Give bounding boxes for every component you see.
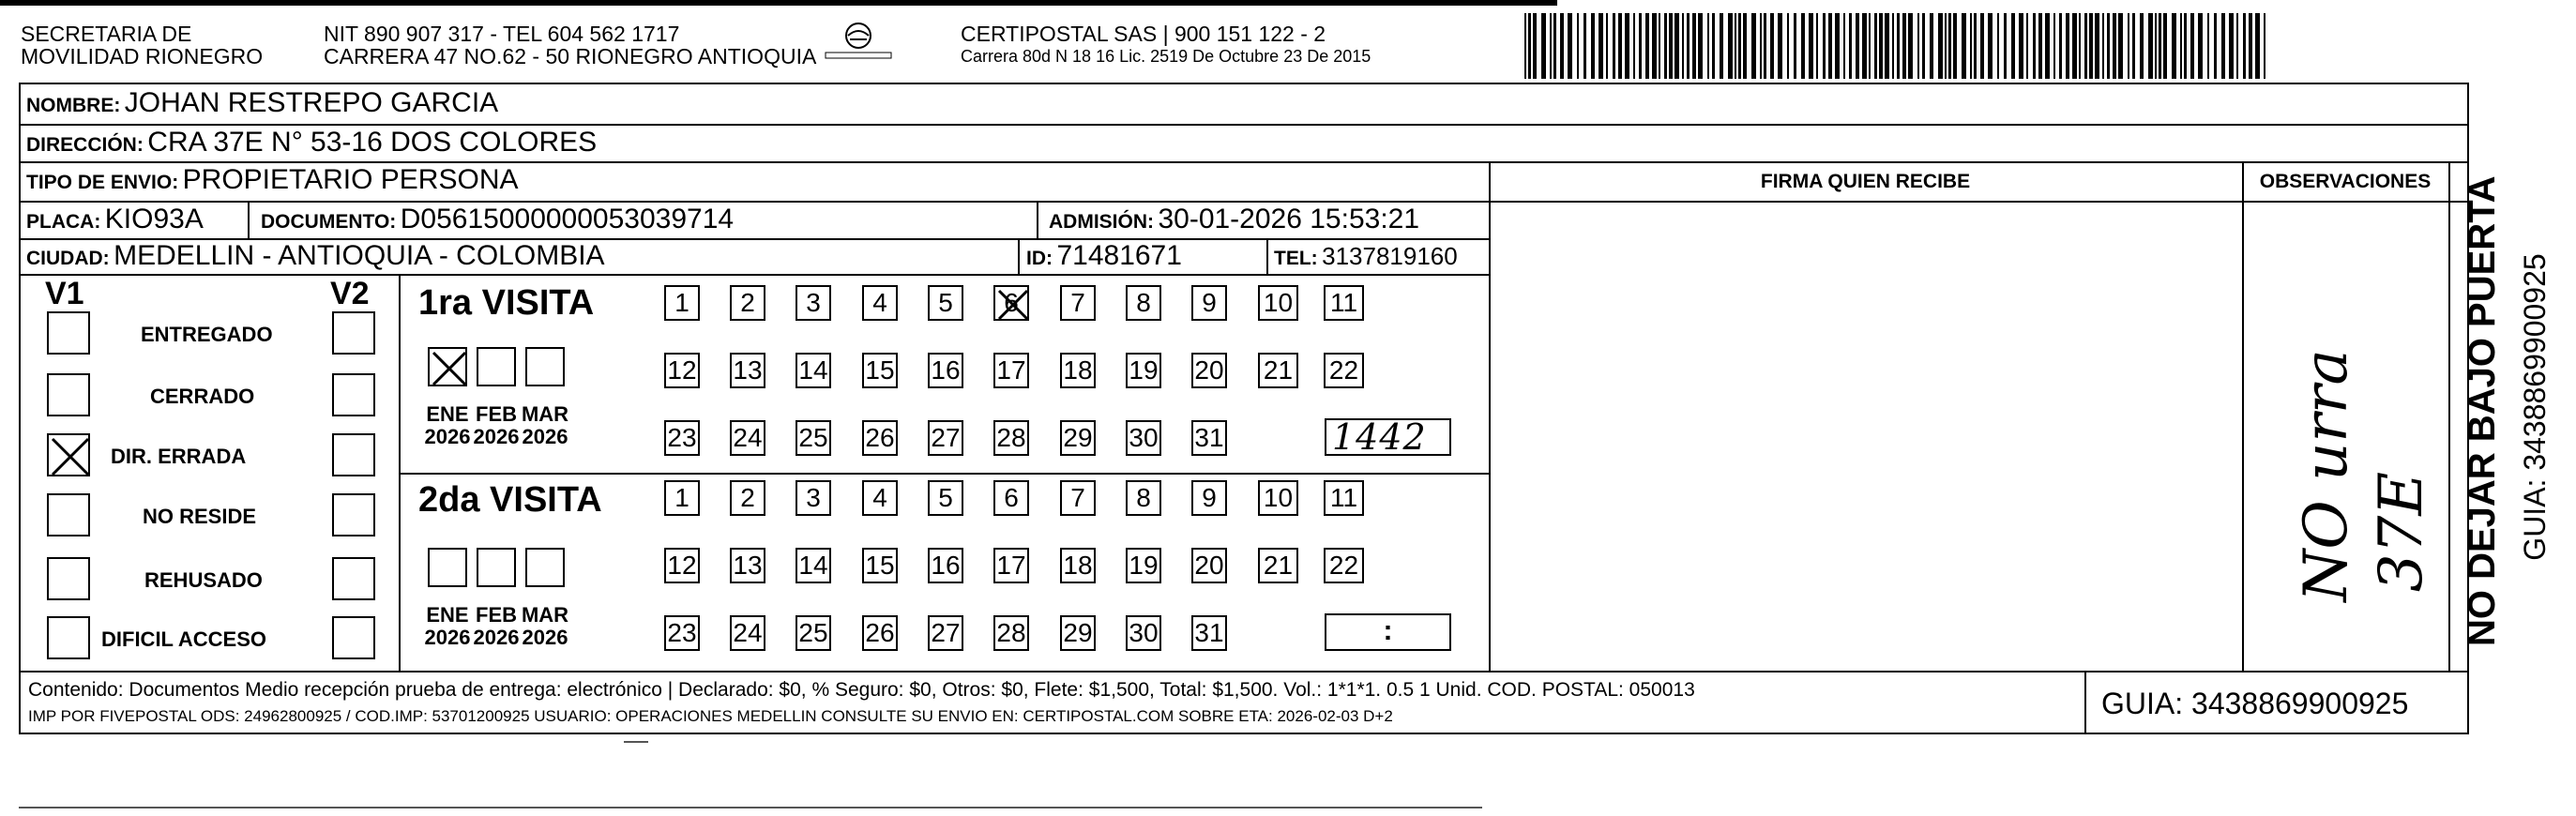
v2-checkbox[interactable] xyxy=(332,433,375,476)
month-checkbox[interactable] xyxy=(525,548,565,587)
barcode-bar xyxy=(1930,13,1933,79)
first-visit-day[interactable]: 16 xyxy=(928,353,963,388)
footer-line-2: IMP POR FIVEPOSTAL ODS: 24962800925 / COD.IMP: 53701200925 USUARIO: OPERACIONES MEDELLIN CONSULTE SU ENVIO EN: CERTIPOSTAL.COM SOBRE ETA: 2026-02-03 D+2 xyxy=(28,707,1393,725)
first-visit-day[interactable]: 7 xyxy=(1060,285,1096,321)
ciudad-label: CIUDAD: xyxy=(26,248,110,269)
barcode-bar xyxy=(2221,13,2225,79)
first-visit-day[interactable] xyxy=(993,285,1029,321)
barcode-bar xyxy=(1698,13,1703,79)
barcode-bar xyxy=(2264,13,2265,79)
placa-cell xyxy=(26,205,204,234)
barcode-bar xyxy=(2004,13,2007,79)
documento-cell xyxy=(261,205,734,234)
barcode-bar xyxy=(2159,13,2161,79)
barcode-bar xyxy=(1917,13,1919,79)
barcode-bar xyxy=(1874,13,1877,79)
month-checkbox[interactable] xyxy=(477,347,516,386)
barcode-bar xyxy=(1962,13,1966,79)
v1-checkbox[interactable] xyxy=(47,311,90,355)
first-visit-day[interactable]: 11 xyxy=(1324,285,1364,321)
barcode-bar xyxy=(1764,13,1766,79)
reason-label: ENTREGADO xyxy=(141,323,273,346)
barcode-bar xyxy=(2249,13,2252,79)
ciudad-cell xyxy=(26,242,605,270)
month-checkbox[interactable] xyxy=(477,548,516,587)
first-visit-day[interactable]: 15 xyxy=(862,353,898,388)
barcode-bar xyxy=(2019,13,2023,79)
month-name: MAR xyxy=(521,603,569,627)
barcode-bar xyxy=(2113,13,2116,79)
second-visit-day[interactable]: 12 xyxy=(664,548,700,583)
v2-checkbox[interactable] xyxy=(332,616,375,659)
barcode-bar xyxy=(1908,13,1913,79)
day-number: 6 xyxy=(1004,288,1019,317)
second-visit-day[interactable]: 14 xyxy=(796,548,831,583)
side-notice: NO DEJAR BAJO PUERTA xyxy=(2462,175,2503,646)
first-visit-time-box[interactable] xyxy=(1325,418,1451,456)
barcode-bar xyxy=(1778,13,1782,79)
barcode-bar xyxy=(1948,13,1951,79)
barcode-bar xyxy=(2229,13,2234,79)
barcode-bar xyxy=(2243,13,2246,79)
org-line-1: SECRETARIA DE xyxy=(21,22,192,46)
second-visit-day[interactable]: 28 xyxy=(993,615,1029,651)
v2-header: V2 xyxy=(330,276,370,311)
barcode-bar xyxy=(2118,13,2123,79)
reason-label: CERRADO xyxy=(150,385,255,408)
month-name: FEB xyxy=(476,603,517,627)
address-line: CARRERA 47 NO.62 - 50 RIONEGRO ANTIOQUIA xyxy=(324,44,817,69)
month-checkbox[interactable] xyxy=(428,347,467,386)
barcode-bar xyxy=(1533,13,1537,79)
barcode-bar xyxy=(2066,13,2069,79)
id-cell xyxy=(1026,242,1182,270)
month-name: FEB xyxy=(476,402,517,426)
barcode-bar xyxy=(2148,13,2153,79)
second-visit-time-placeholder: : xyxy=(1383,615,1393,646)
id-value: 71481671 xyxy=(1056,240,1182,271)
first-visit-day[interactable]: 24 xyxy=(730,420,765,456)
barcode-bar xyxy=(2184,13,2187,79)
first-visit-day[interactable]: 22 xyxy=(1324,353,1364,388)
barcode-bar xyxy=(1541,13,1546,79)
barcode-bar xyxy=(1869,13,1871,79)
barcode-bar xyxy=(2053,13,2055,79)
barcode-bar xyxy=(1687,13,1690,79)
month-label xyxy=(516,403,574,448)
bottom-rule xyxy=(19,807,1482,808)
second-visit-day[interactable]: 23 xyxy=(664,615,700,651)
barcode-bar xyxy=(1849,13,1852,79)
barcode-bar xyxy=(1938,13,1943,79)
second-visit-day[interactable]: 9 xyxy=(1191,480,1227,516)
barcode-bar xyxy=(1583,13,1586,79)
barcode-bar xyxy=(1613,13,1615,79)
barcode-bar xyxy=(1664,13,1667,79)
barcode-bar xyxy=(1892,13,1894,79)
barcode-bar xyxy=(1787,13,1789,79)
barcode-bar xyxy=(1682,13,1684,79)
barcode-bar xyxy=(1879,13,1883,79)
barcode-bar xyxy=(1974,13,1977,79)
side-guia: GUIA: 3438869900925 xyxy=(2518,253,2552,561)
barcode-bar xyxy=(1945,13,1947,79)
barcode-bar xyxy=(2033,13,2036,79)
month-checkbox[interactable] xyxy=(525,347,565,386)
second-visit-day[interactable]: 25 xyxy=(796,615,831,651)
second-visit-day[interactable]: 3 xyxy=(796,480,831,516)
first-visit-day[interactable]: 3 xyxy=(796,285,831,321)
barcode-bar xyxy=(1550,13,1552,79)
barcode-bar xyxy=(1712,13,1715,79)
barcode-bar xyxy=(2089,13,2093,79)
barcode-bar xyxy=(1645,13,1649,79)
barcode-bar xyxy=(1652,13,1657,79)
v2-checkbox[interactable] xyxy=(332,557,375,600)
barcode-bar xyxy=(1856,13,1859,79)
month-checkbox[interactable] xyxy=(428,548,467,587)
barcode-bar xyxy=(1770,13,1774,79)
first-visit-day[interactable]: 1 xyxy=(664,285,700,321)
barcode-bar xyxy=(2095,13,2099,79)
barcode-bar xyxy=(2214,13,2217,79)
barcode-bar xyxy=(1970,13,1972,79)
nit-line: NIT 890 907 317 - TEL 604 562 1717 xyxy=(324,22,680,46)
barcode-bar xyxy=(1606,13,1608,79)
company-line: CERTIPOSTAL SAS | 900 151 122 - 2 xyxy=(961,22,1326,46)
first-visit-day[interactable]: 14 xyxy=(796,353,831,388)
barcode-bar xyxy=(1816,13,1818,79)
header-company xyxy=(961,23,1371,66)
handwritten-observation-2: 37E xyxy=(2367,471,2436,593)
barcode-bar xyxy=(2072,13,2077,79)
nombre-label: NOMBRE: xyxy=(26,95,121,116)
barcode-bar xyxy=(1568,13,1572,79)
first-visit-day[interactable]: 13 xyxy=(730,353,765,388)
month-year: 2026 xyxy=(424,425,471,449)
barcode-bar xyxy=(2084,13,2087,79)
placa-value: KIO93A xyxy=(104,204,204,234)
second-visit-time-box[interactable] xyxy=(1325,613,1451,651)
first-visit-day[interactable]: 31 xyxy=(1191,420,1227,456)
tel-label: TEL: xyxy=(1274,248,1318,269)
second-visit-day[interactable]: 31 xyxy=(1191,615,1227,651)
second-visit-day[interactable]: 6 xyxy=(993,480,1029,516)
v1-header: V1 xyxy=(45,276,84,311)
barcode-bar xyxy=(1560,13,1564,79)
placa-label: PLACA: xyxy=(26,211,101,233)
second-visit-day[interactable]: 19 xyxy=(1126,548,1161,583)
first-visit-day[interactable]: 26 xyxy=(862,420,898,456)
admision-value: 30-01-2026 15:53:21 xyxy=(1158,204,1420,234)
second-visit-day[interactable]: 17 xyxy=(993,548,1029,583)
first-visit-day[interactable]: 12 xyxy=(664,353,700,388)
second-visit-day[interactable]: 21 xyxy=(1258,548,1298,583)
first-visit-day[interactable]: 28 xyxy=(993,420,1029,456)
barcode-bar xyxy=(1618,13,1622,79)
header-nit xyxy=(324,23,816,68)
tipo-envio-label: TIPO DE ENVIO: xyxy=(26,172,179,193)
barcode-bar xyxy=(1625,13,1629,79)
month-year: 2026 xyxy=(522,425,568,449)
tipo-envio-value: PROPIETARIO PERSONA xyxy=(182,164,519,195)
v1-checkbox[interactable] xyxy=(47,616,90,659)
barcode-bar xyxy=(2011,13,2015,79)
ciudad-value: MEDELLIN - ANTIOQUIA - COLOMBIA xyxy=(114,240,605,271)
barcode-bar xyxy=(1862,13,1867,79)
v2-checkbox[interactable] xyxy=(332,493,375,536)
month-label xyxy=(516,604,574,649)
direccion-value: CRA 37E N° 53-16 DOS COLORES xyxy=(147,127,598,158)
v2-checkbox[interactable] xyxy=(332,373,375,416)
documento-label: DOCUMENTO: xyxy=(261,211,397,233)
barcode-bar xyxy=(2198,13,2203,79)
barcode-bar xyxy=(1728,13,1733,79)
nombre-value: JOHAN RESTREPO GARCIA xyxy=(124,87,499,118)
barcode-bar xyxy=(2190,13,2194,79)
admision-label: ADMISIÓN: xyxy=(1049,211,1154,233)
barcode-bar xyxy=(1577,13,1579,79)
barcode-bar xyxy=(2045,13,2050,79)
barcode-bar xyxy=(1835,13,1840,79)
barcode-bar xyxy=(1751,13,1756,79)
second-visit-day[interactable]: 30 xyxy=(1126,615,1161,651)
x-mark-icon xyxy=(430,349,469,388)
barcode-bar xyxy=(1692,13,1696,79)
v1-checkbox[interactable] xyxy=(47,493,90,536)
month-name: ENE xyxy=(426,402,469,426)
barcode-bar xyxy=(1953,13,1957,79)
barcode-bar xyxy=(2180,13,2182,79)
second-visit-day[interactable]: 26 xyxy=(862,615,898,651)
barcode-bar xyxy=(2026,13,2028,79)
barcode-bar xyxy=(2155,13,2157,79)
barcode-bar xyxy=(2038,13,2042,79)
barcode-bar xyxy=(1669,13,1673,79)
direccion-row xyxy=(26,128,597,157)
barcode-bar xyxy=(1639,13,1642,79)
barcode-bar xyxy=(1828,13,1832,79)
barcode-bar xyxy=(2102,13,2104,79)
barcode-bar xyxy=(1553,13,1556,79)
license-line: Carrera 80d N 18 16 Lic. 2519 De Octubre 23 De 2015 xyxy=(961,47,1371,67)
first-visit-day[interactable]: 30 xyxy=(1126,420,1161,456)
barcode-bar xyxy=(1997,13,1999,79)
barcode-bar xyxy=(1809,13,1813,79)
documento-value: D05615000000053039714 xyxy=(400,204,735,234)
first-visit-day[interactable]: 19 xyxy=(1126,353,1161,388)
barcode-bar xyxy=(1843,13,1845,79)
barcode-bar xyxy=(1524,13,1526,79)
barcode-bar xyxy=(2059,13,2062,79)
first-visit-day[interactable]: 9 xyxy=(1191,285,1227,321)
second-visit-day[interactable]: 4 xyxy=(862,480,898,516)
second-visit-day[interactable]: 13 xyxy=(730,548,765,583)
second-visit-day[interactable]: 5 xyxy=(928,480,963,516)
first-visit-day[interactable]: 18 xyxy=(1060,353,1096,388)
footer-guia: GUIA: 3438869900925 xyxy=(2101,687,2409,720)
barcode-bar xyxy=(2128,13,2129,79)
month-year: 2026 xyxy=(473,626,520,650)
firma-header: FIRMA QUIEN RECIBE xyxy=(1760,171,1971,192)
barcode-bar xyxy=(1599,13,1603,79)
tel-value: 3137819160 xyxy=(1322,242,1458,270)
reason-label: REHUSADO xyxy=(144,568,263,592)
first-visit-day[interactable]: 5 xyxy=(928,285,963,321)
first-visit-day[interactable]: 29 xyxy=(1060,420,1096,456)
second-visit-day[interactable]: 16 xyxy=(928,548,963,583)
observaciones-header: OBSERVACIONES xyxy=(2259,171,2432,192)
footer-line-1: Contenido: Documentos Medio recepción prueba de entrega: electrónico | Declarado: $0, % Seguro: $0, Otros: $0, Flete: $1,500, Total: $1,500. Vol.: 1*1*1. 0.5 1 Unid. COD. POSTAL: 050013 xyxy=(28,679,1695,701)
second-visit-day[interactable]: 7 xyxy=(1060,480,1096,516)
barcode-bar xyxy=(1922,13,1925,79)
barcode-bar xyxy=(1760,13,1762,79)
barcode-bar xyxy=(2163,13,2167,79)
nombre-row xyxy=(26,89,498,117)
barcode-bar xyxy=(2132,13,2135,79)
reason-label: DIFICIL ACCESO xyxy=(101,627,267,651)
barcode-bar xyxy=(2255,13,2260,79)
month-year: 2026 xyxy=(424,626,471,650)
second-visit-day[interactable]: 11 xyxy=(1324,480,1364,516)
first-visit-day[interactable]: 25 xyxy=(796,420,831,456)
second-visit-day[interactable]: 29 xyxy=(1060,615,1096,651)
second-visit-day[interactable]: 22 xyxy=(1324,548,1364,583)
barcode-bar xyxy=(2140,13,2144,79)
barcode-bar xyxy=(1633,13,1635,79)
month-year: 2026 xyxy=(473,425,520,449)
first-visit-time-handwritten: 1442 xyxy=(1332,416,1427,458)
barcode-bar xyxy=(1674,13,1679,79)
id-label: ID: xyxy=(1026,248,1053,269)
top-edge-strip xyxy=(0,0,1557,6)
barcode-bar xyxy=(1738,13,1741,79)
second-visit-day[interactable]: 2 xyxy=(730,480,765,516)
second-visit-day[interactable]: 10 xyxy=(1258,480,1298,516)
barcode-bar xyxy=(1659,13,1660,79)
v1-checkbox[interactable] xyxy=(47,433,90,476)
barcode-bar xyxy=(1735,13,1736,79)
barcode-bar xyxy=(1897,13,1900,79)
barcode-bar xyxy=(1988,13,1993,79)
direccion-label: DIRECCIÓN: xyxy=(26,134,144,156)
second-visit-day[interactable]: 24 xyxy=(730,615,765,651)
reason-label: DIR. ERRADA xyxy=(111,445,247,468)
barcode-bar xyxy=(1885,13,1889,79)
handwritten-observation-1: NO urra xyxy=(2292,349,2361,602)
v1-checkbox[interactable] xyxy=(47,373,90,416)
certipostal-logo-icon xyxy=(807,19,910,66)
v1-checkbox[interactable] xyxy=(47,557,90,600)
barcode-bar xyxy=(2107,13,2110,79)
barcode-bar xyxy=(1902,13,1906,79)
second-visit-day[interactable]: 27 xyxy=(928,615,963,651)
barcode-bar xyxy=(1823,13,1826,79)
barcode-bar xyxy=(2079,13,2081,79)
barcode xyxy=(1524,13,2270,79)
second-visit-day[interactable]: 20 xyxy=(1191,548,1227,583)
barcode-bar xyxy=(1591,13,1595,79)
first-visit-label: 1ra VISITA xyxy=(418,283,595,323)
org-line-2: MOVILIDAD RIONEGRO xyxy=(21,44,264,69)
barcode-bar xyxy=(1528,13,1531,79)
barcode-bar xyxy=(1720,13,1723,79)
first-visit-day[interactable]: 20 xyxy=(1191,353,1227,388)
barcode-bar xyxy=(2236,13,2238,79)
barcode-bar xyxy=(1743,13,1747,79)
barcode-bar xyxy=(2207,13,2209,79)
barcode-bar xyxy=(2172,13,2176,79)
barcode-bar xyxy=(1801,13,1805,79)
barcode-bar xyxy=(1707,13,1709,79)
v2-checkbox[interactable] xyxy=(332,311,375,355)
first-visit-day[interactable]: 2 xyxy=(730,285,765,321)
first-visit-day[interactable]: 17 xyxy=(993,353,1029,388)
admision-cell xyxy=(1049,205,1419,234)
second-visit-label: 2da VISITA xyxy=(418,480,602,520)
month-year: 2026 xyxy=(522,626,568,650)
month-name: MAR xyxy=(521,402,569,426)
first-visit-day[interactable]: 8 xyxy=(1126,285,1161,321)
reason-label: NO RESIDE xyxy=(143,505,257,528)
month-name: ENE xyxy=(426,603,469,627)
second-visit-day[interactable]: 8 xyxy=(1126,480,1161,516)
header-org xyxy=(21,23,263,68)
tel-cell xyxy=(1274,244,1458,268)
second-visit-day[interactable]: 1 xyxy=(664,480,700,516)
first-visit-day[interactable]: 23 xyxy=(664,420,700,456)
first-visit-day[interactable]: 27 xyxy=(928,420,963,456)
first-visit-day[interactable]: 10 xyxy=(1258,285,1298,321)
first-visit-day[interactable]: 21 xyxy=(1258,353,1298,388)
second-visit-day[interactable]: 15 xyxy=(862,548,898,583)
second-visit-day[interactable]: 18 xyxy=(1060,548,1096,583)
tipo-envio-row xyxy=(26,166,519,194)
barcode-bar xyxy=(1794,13,1796,79)
x-mark-icon xyxy=(49,435,92,478)
first-visit-day[interactable]: 4 xyxy=(862,285,898,321)
barcode-bar xyxy=(1980,13,1984,79)
small-mark xyxy=(624,741,648,743)
